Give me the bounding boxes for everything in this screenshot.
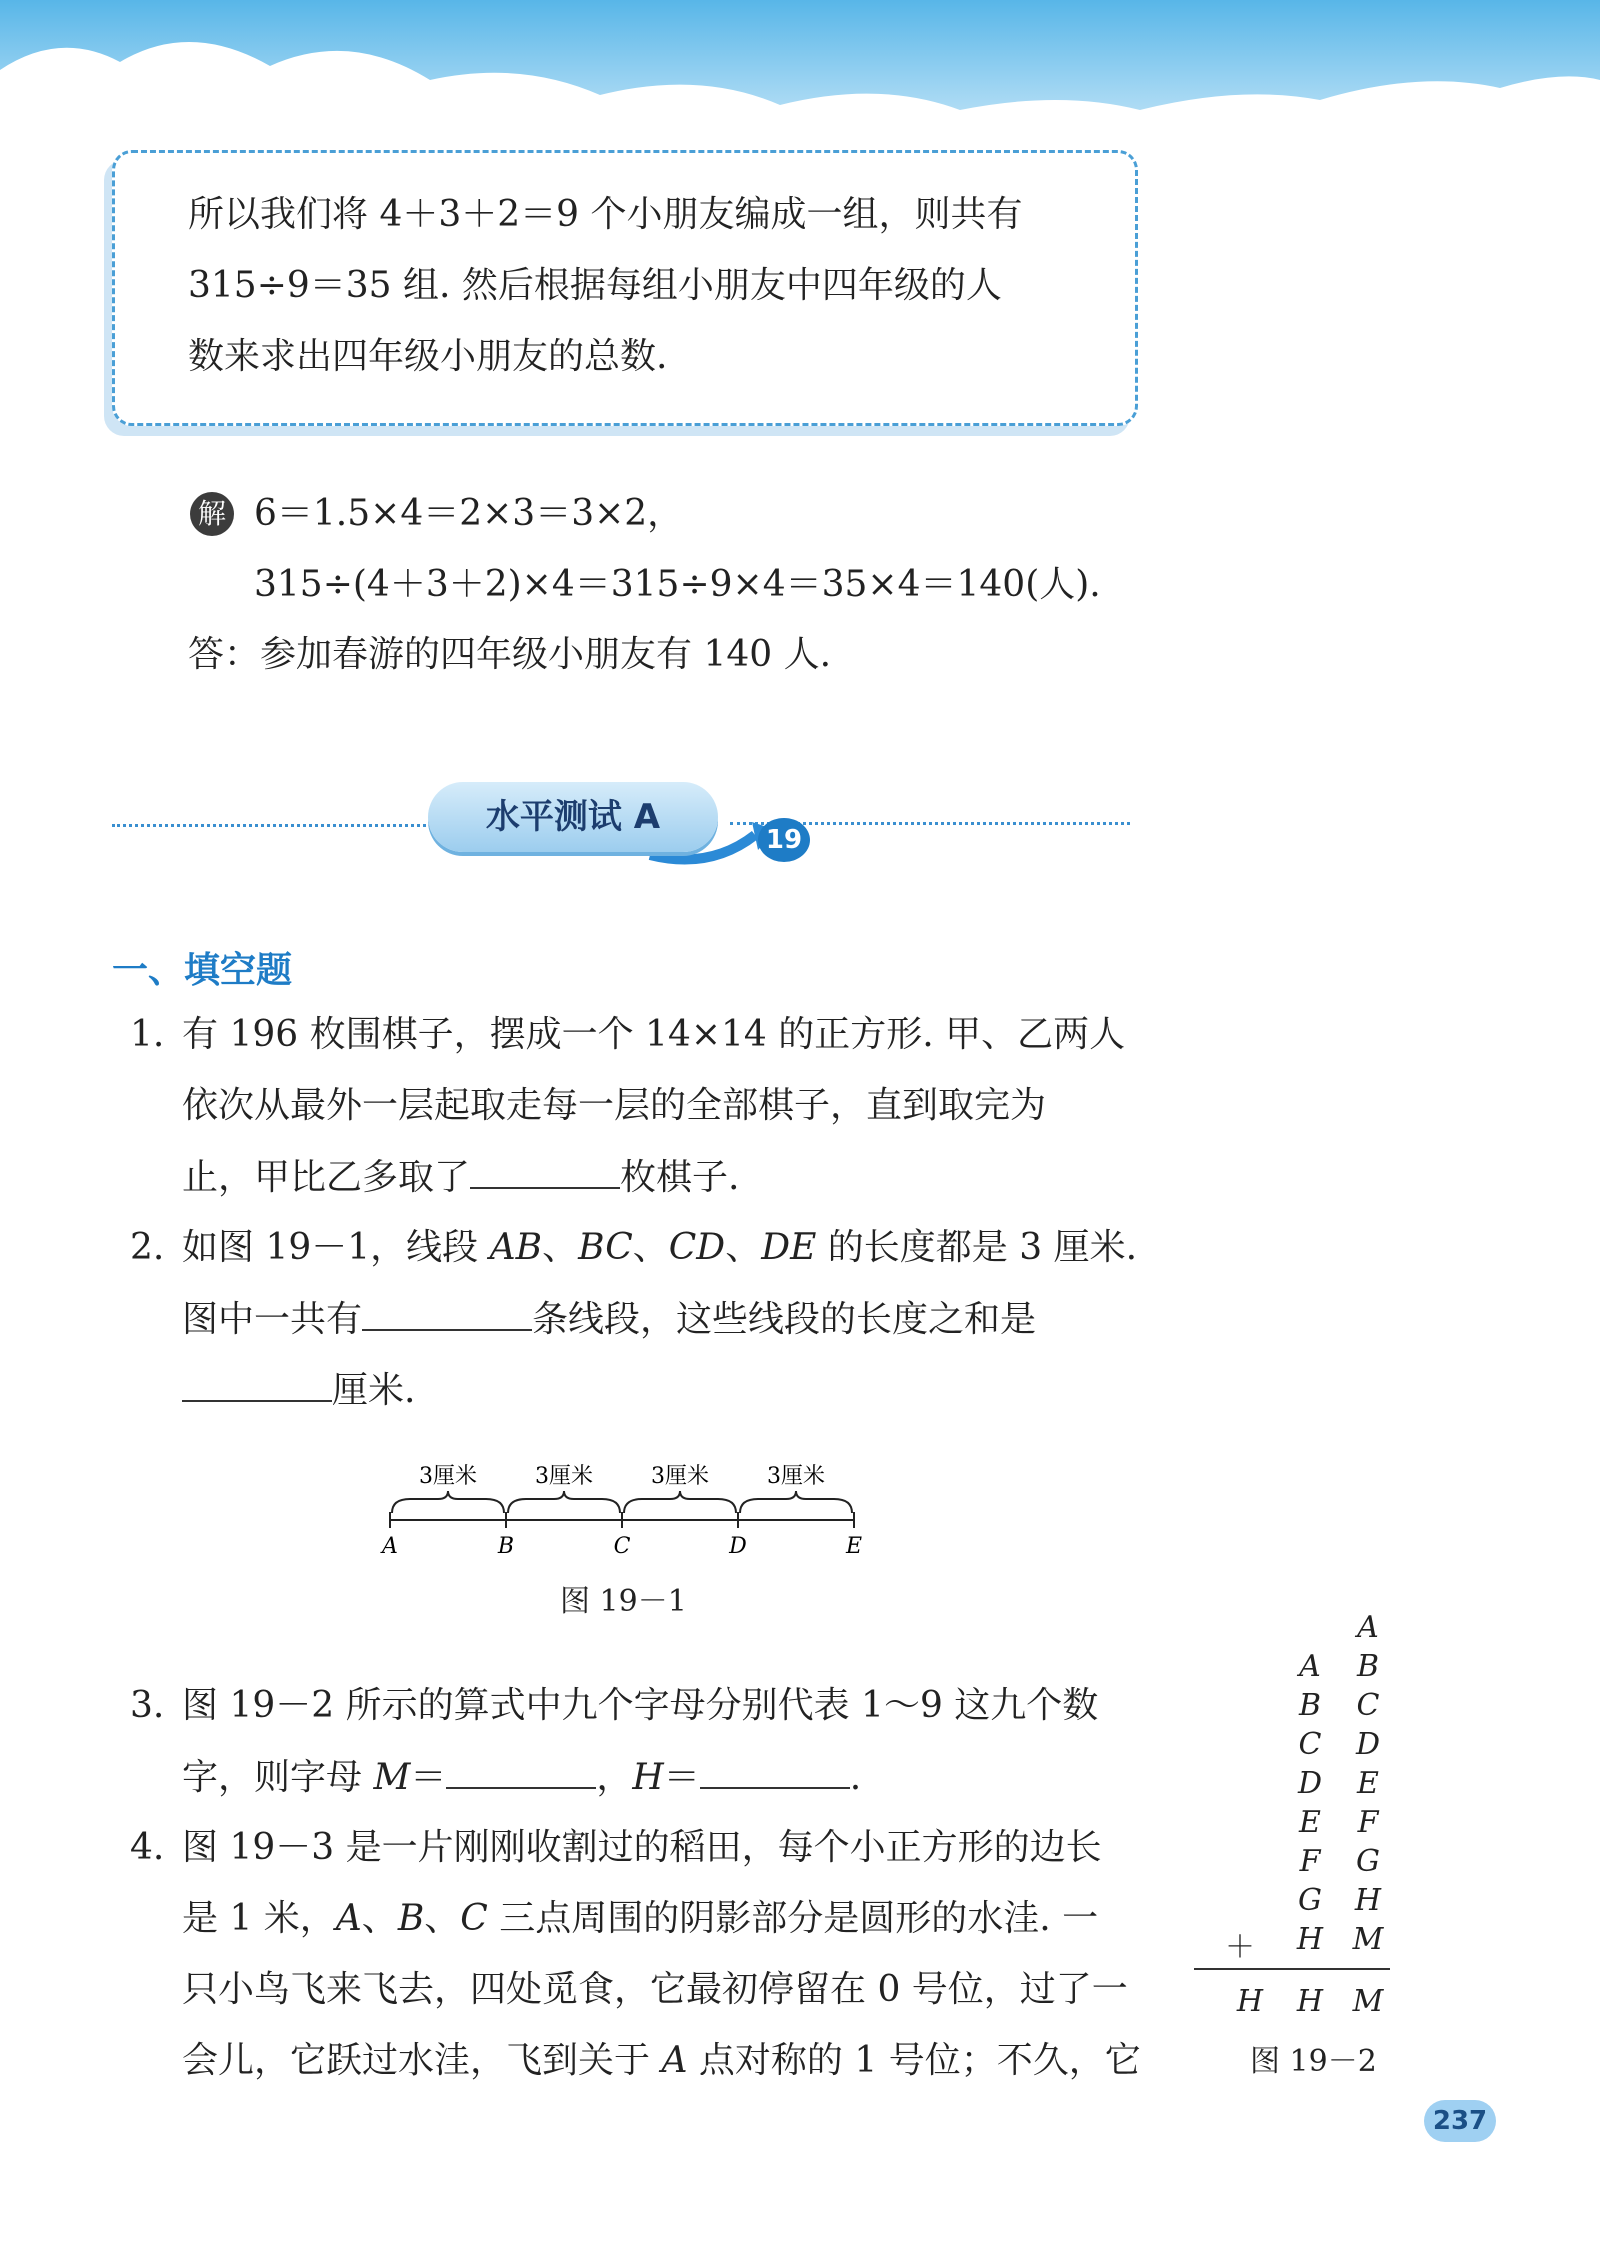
solution-badge: 解 — [190, 492, 234, 536]
point-label: C — [613, 1534, 631, 1559]
section-heading: 一、填空题 — [112, 950, 293, 991]
addend-letter: C — [1356, 1688, 1380, 1723]
addend-letter: B — [1356, 1649, 1380, 1684]
segment-label: 3厘米 — [419, 1464, 477, 1489]
addend-letter: F — [1357, 1805, 1379, 1840]
point-label: B — [497, 1534, 515, 1559]
solution-line: 315÷(4＋3＋2)×4＝315÷9×4＝35×4＝140(人). — [254, 564, 1101, 605]
page-number: 237 — [1424, 2100, 1496, 2142]
question-text: 图 19－2 所示的算式中九个字母分别代表 1～9 这九个数 — [182, 1685, 1099, 1726]
addend-letter: G — [1356, 1844, 1380, 1879]
addend-letter: G — [1298, 1883, 1322, 1918]
question-text: 会儿，它跃过水洼，飞到关于 A 点对称的 1 号位；不久，它 — [182, 2040, 1141, 2081]
sum-line — [1194, 1968, 1390, 1970]
result-letter: H — [1236, 1984, 1264, 2019]
segment-label: 3厘米 — [767, 1464, 825, 1489]
answer-blank[interactable] — [470, 1157, 620, 1189]
addend-letter: B — [1298, 1688, 1322, 1723]
figure-19-1 — [370, 1455, 870, 1565]
answer-blank[interactable] — [182, 1370, 332, 1402]
addend-letter: A — [1299, 1649, 1321, 1684]
point-label: A — [382, 1534, 398, 1559]
answer-blank[interactable] — [700, 1757, 850, 1789]
result-letter: M — [1352, 1984, 1384, 2019]
addend-letter: M — [1352, 1922, 1384, 1957]
header-cloud-banner — [0, 0, 1600, 130]
question-number: 2. — [130, 1227, 165, 1268]
question-text: 有 196 枚围棋子，摆成一个 14×14 的正方形. 甲、乙两人 — [182, 1014, 1126, 1055]
addend-letter: A — [1357, 1610, 1379, 1645]
solution-line: 6＝1.5×4＝2×3＝3×2， — [254, 493, 684, 534]
banner-rule-left — [112, 824, 432, 827]
question-text: 是 1 米，A、B、C 三点周围的阴影部分是圆形的水洼. 一 — [182, 1898, 1099, 1939]
section-banner: 水平测试 A — [428, 782, 718, 852]
figure-19-2 — [1190, 1610, 1410, 2080]
plus-sign: ＋ — [1225, 1930, 1255, 1965]
addend-letter: H — [1354, 1883, 1382, 1918]
addend-letter: D — [1355, 1727, 1381, 1762]
question-text: 只小鸟飞来飞去，四处觅食，它最初停留在 0 号位，过了一 — [182, 1969, 1128, 2010]
question-text: 图 19－3 是一片刚刚收割过的稻田，每个小正方形的边长 — [182, 1827, 1102, 1868]
answer-line: 答：参加春游的四年级小朋友有 140 人. — [188, 634, 832, 675]
addend-letter: C — [1298, 1727, 1322, 1762]
question-text: 字，则字母 M＝ ，H＝ . — [182, 1757, 862, 1798]
question-text: 依次从最外一层起取走每一层的全部棋子，直到取完为 — [182, 1085, 1047, 1126]
hint-line: 315÷9＝35 组. 然后根据每组小朋友中四年级的人 — [188, 265, 1002, 306]
point-label: D — [729, 1534, 747, 1559]
addend-letter: D — [1297, 1766, 1323, 1801]
figure-caption: 图 19－1 — [560, 1584, 687, 1619]
addend-letter: F — [1299, 1844, 1321, 1879]
question-number: 4. — [130, 1827, 165, 1868]
addend-letter: H — [1296, 1922, 1324, 1957]
addend-letter: E — [1357, 1766, 1379, 1801]
question-text: 厘米. — [182, 1370, 415, 1411]
figure-caption: 图 19－2 — [1250, 2044, 1377, 2079]
hint-line: 所以我们将 4＋3＋2＝9 个小朋友编成一组，则共有 — [188, 194, 1023, 235]
question-text: 止，甲比乙多取了 枚棋子. — [182, 1157, 740, 1198]
question-number: 3. — [130, 1685, 165, 1726]
answer-blank[interactable] — [446, 1757, 596, 1789]
lesson-number-badge: 19 — [758, 818, 810, 862]
point-label: E — [845, 1534, 863, 1559]
question-text: 如图 19－1，线段 AB、BC、CD、DE 的长度都是 3 厘米. — [182, 1227, 1138, 1268]
segment-label: 3厘米 — [651, 1464, 709, 1489]
question-text: 图中一共有 条线段，这些线段的长度之和是 — [182, 1299, 1037, 1340]
answer-blank[interactable] — [362, 1299, 532, 1331]
hint-line: 数来求出四年级小朋友的总数. — [188, 336, 668, 377]
segment-label: 3厘米 — [535, 1464, 593, 1489]
question-number: 1. — [130, 1014, 165, 1055]
result-letter: H — [1296, 1984, 1324, 2019]
addend-letter: E — [1299, 1805, 1321, 1840]
